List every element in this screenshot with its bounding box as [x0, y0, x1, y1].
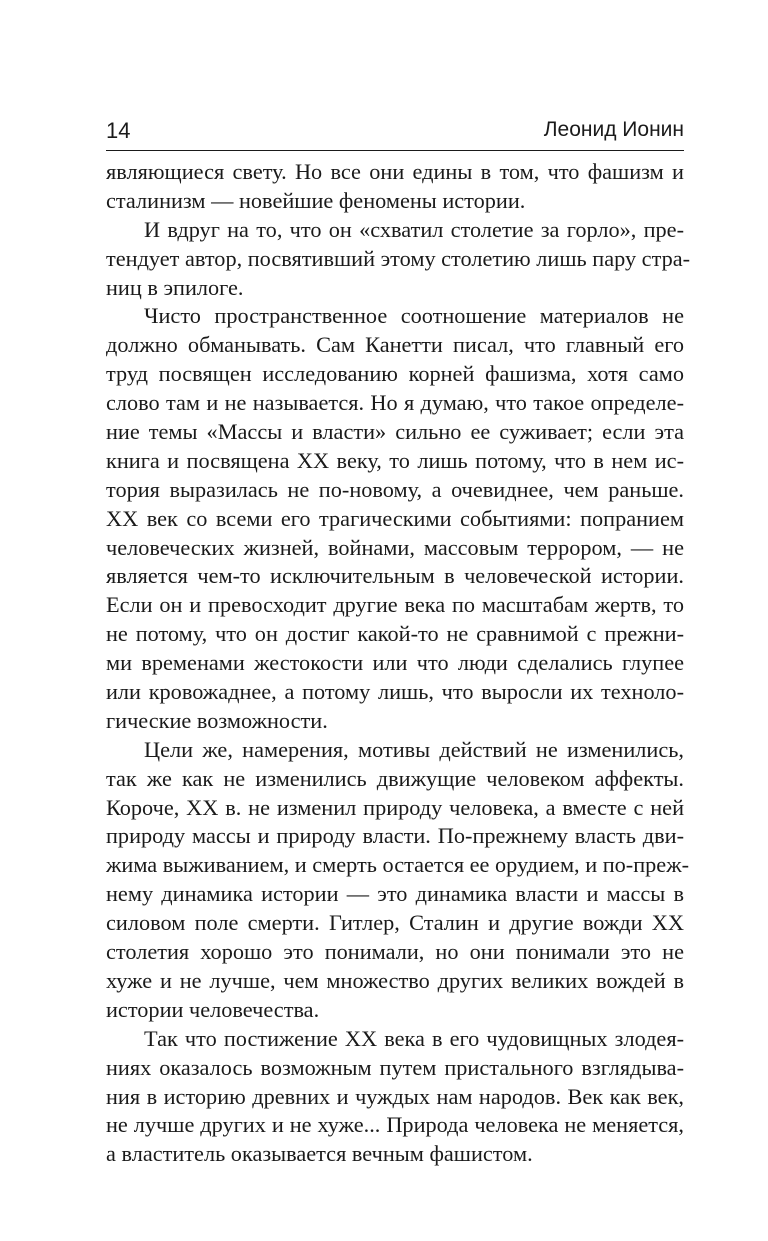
text-line: так же как не изменились движущие человеком аффекты.: [106, 765, 684, 791]
running-head-author: Леонид Ионин: [543, 118, 684, 141]
paragraph: [106, 1025, 684, 1169]
text-line: нему динамика истории — это динамика власти и массы в: [106, 881, 684, 907]
text-line: природу массы и природу власти. По-прежнему власть дви-: [106, 823, 684, 849]
paragraph: [106, 736, 690, 1025]
text-line: XX век со всеми его трагическими событиями: попранием: [106, 505, 684, 531]
running-header: [106, 116, 684, 151]
text-line: ние темы «Массы и власти» сильно ее суживает; если эта: [106, 419, 684, 445]
text-line: ниях оказалось возможным путем пристального взглядыва-: [106, 1054, 684, 1080]
text-line: труд посвящен исследованию корней фашизма, хотя само: [106, 361, 684, 387]
text-line: а властитель оказывается вечным фашистом.: [106, 1141, 533, 1167]
text-line: столетия хорошо это понимали, но они понимали это не: [106, 939, 684, 965]
text-line: хуже и не лучше, чем множество других великих вождей в: [106, 967, 684, 993]
text-line: тендует автор, посвятивший этому столетию лишь пару стра-: [106, 245, 691, 271]
text-line: слово там и не называется. Но я думаю, что такое определе-: [106, 390, 684, 416]
text-line: ния в историю древних и чуждых нам народов. Век как век,: [106, 1083, 684, 1109]
paragraph: [106, 216, 691, 303]
text-line: не лучше других и не хуже... Природа человека не меняется,: [106, 1112, 684, 1138]
text-line: Чисто пространственное соотношение материалов не: [144, 303, 684, 329]
paragraph: [106, 158, 684, 216]
text-line: книга и посвящена XX веку, то лишь потому, что в нем ис-: [106, 447, 684, 473]
text-line: человеческих жизней, войнами, массовым террором, — не: [106, 534, 684, 560]
text-line: Короче, XX в. не изменил природу человека, а вместе с ней: [106, 794, 684, 820]
body-text: [106, 158, 691, 1169]
text-line: ниц в эпилоге.: [106, 274, 244, 300]
text-line: или кровожаднее, а потому лишь, что выросли их техноло-: [106, 679, 684, 705]
page-number: 14: [106, 118, 131, 143]
text-line: силовом поле смерти. Гитлер, Сталин и другие вожди XX: [106, 910, 684, 936]
text-line: должно обманывать. Сам Канетти писал, что главный его: [106, 332, 684, 358]
text-line: являющиеся свету. Но все они едины в том, что фашизм и: [106, 159, 684, 184]
text-line: гические возможности.: [106, 707, 328, 733]
text-line: Если он и превосходит другие века по масштабам жертв, то: [106, 592, 684, 618]
text-line: Так что постижение XX века в его чудовищных злодея-: [144, 1025, 684, 1051]
text-line: И вдруг на то, что он «схватил столетие за горло», пре-: [144, 216, 684, 242]
text-line: тория выразилась не по-новому, а очевиднее, чем раньше.: [106, 476, 684, 502]
text-line: сталинизм — новейшие феномены истории.: [106, 187, 526, 213]
text-line: жима выживанием, и смерть остается ее орудием, и по-преж-: [106, 852, 690, 878]
text-line: истории человечества.: [106, 996, 320, 1022]
text-line: не потому, что он достиг какой-то не сравнимой с прежни-: [106, 621, 684, 647]
paragraph: [106, 302, 684, 735]
text-line: является чем-то исключительным в человеческой истории.: [106, 563, 684, 589]
text-line: Цели же, намерения, мотивы действий не изменились,: [144, 736, 684, 762]
text-line: ми временами жестокости или что люди сделались глупее: [106, 650, 684, 676]
